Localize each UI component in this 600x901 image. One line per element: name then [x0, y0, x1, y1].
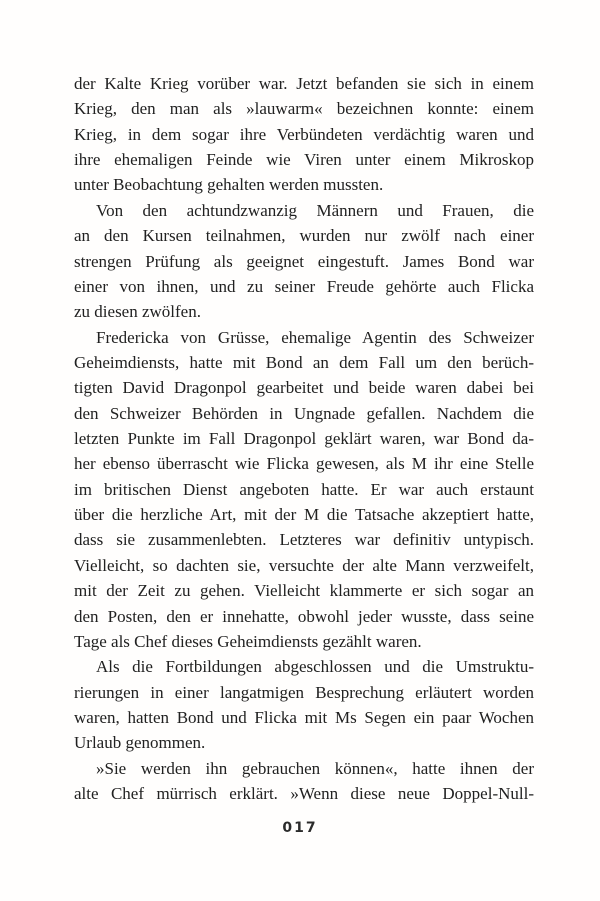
- text-line: im britischen Dienst angeboten hatte. Er war auch erstaunt: [74, 479, 534, 499]
- text-line: Krieg, den man als »lauwarm« bezeichnen konnte: einem: [74, 99, 534, 119]
- text-line: der Kalte Krieg vorüber war. Jetzt befanden sie sich in einem: [74, 74, 534, 93]
- text-line: Geheimdiensts, hatte mit Bond an dem Fall um den berüch-: [74, 352, 534, 372]
- text-line: Als die Fortbildungen abgeschlossen und die Umstruktu-: [96, 657, 534, 677]
- text-line: Urlaub genommen.: [74, 733, 206, 753]
- text-line: zu diesen zwölfen.: [74, 302, 201, 322]
- text-line: ihre ehemaligen Feinde wie Viren unter einem Mikroskop: [74, 150, 534, 170]
- text-line: Krieg, in dem sogar ihre Verbündeten verdächtig waren und: [74, 124, 534, 144]
- text-line: her ebenso überrascht wie Flicka gewesen, als M ihr eine Stelle: [74, 454, 534, 474]
- text-line: an den Kursen teilnahmen, wurden nur zwölf nach einer: [74, 226, 534, 246]
- text-line: alte Chef mürrisch erklärt. »Wenn diese neue Doppel-Null-: [74, 784, 534, 804]
- text-line: den Posten, den er innehatte, obwohl jeder wusste, dass seine: [74, 606, 534, 626]
- text-line: einer von ihnen, und zu seiner Freude gehörte auch Flicka: [74, 276, 534, 296]
- page-number: 017: [282, 820, 318, 836]
- text-line: »Sie werden ihn gebrauchen können«, hatte ihnen der: [96, 758, 534, 778]
- text-line: mit der Zeit zu gehen. Vielleicht klammerte er sich sogar an: [74, 581, 534, 601]
- text-line: Von den achtundzwanzig Männern und Frauen, die: [96, 200, 534, 220]
- text-block: [74, 71, 534, 806]
- text-line: dass sie zusammenlebten. Letzteres war definitiv untypisch.: [74, 530, 534, 550]
- text-line: über die herzliche Art, mit der M die Tatsache akzeptiert hatte,: [74, 505, 534, 525]
- text-line: unter Beobachtung gehalten werden mussten.: [74, 175, 384, 195]
- text-line: Vielleicht, so dachten sie, versuchte der alte Mann verzweifelt,: [74, 555, 534, 575]
- text-line: rierungen in einer langatmigen Besprechung erläutert worden: [74, 682, 534, 702]
- text-line: letzten Punkte im Fall Dragonpol geklärt waren, war Bond da-: [74, 429, 534, 449]
- text-line: Tage als Chef dieses Geheimdiensts gezählt waren.: [74, 631, 422, 651]
- text-line: strengen Prüfung als geeignet eingestuft. James Bond war: [74, 251, 534, 271]
- text-line: den Schweizer Behörden in Ungnade gefallen. Nachdem die: [74, 403, 534, 423]
- text-line: waren, hatten Bond und Flicka mit Ms Segen ein paar Wochen: [74, 707, 534, 727]
- text-line: tigten David Dragonpol gearbeitet und beide waren dabei bei: [74, 378, 534, 398]
- text-line: Fredericka von Grüsse, ehemalige Agentin des Schweizer: [96, 327, 534, 347]
